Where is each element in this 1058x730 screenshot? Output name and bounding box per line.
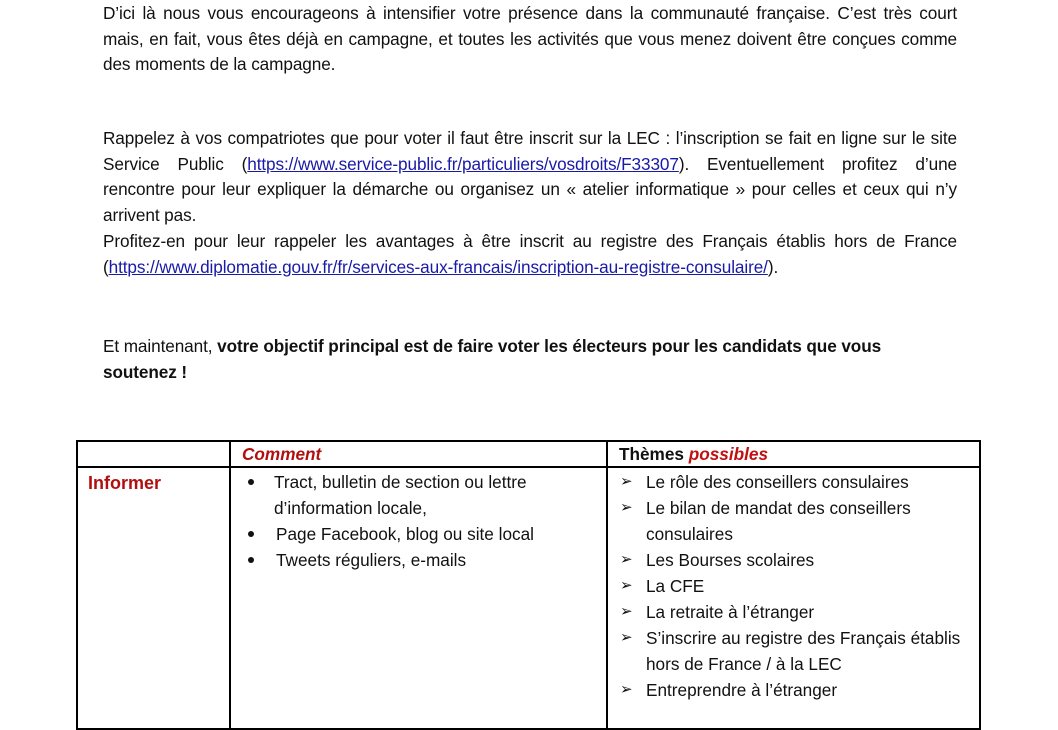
list-item-text: Les Bourses scolaires <box>646 550 815 570</box>
list-item <box>619 599 969 625</box>
list-item <box>619 469 969 495</box>
paragraph-lec-registration <box>103 126 957 228</box>
diplomatie-link[interactable]: https://www.diplomatie.gouv.fr/fr/services-aux-francais/inscription-au-registre-consulaire/ <box>108 256 768 277</box>
paragraph-main-objective <box>103 334 957 385</box>
paragraph-consular-registry <box>103 229 957 280</box>
table-header-divider <box>78 466 979 468</box>
list-item <box>619 495 969 547</box>
bullet-dot-icon <box>248 531 254 537</box>
table-column-divider <box>229 442 231 728</box>
header-themes <box>619 441 768 467</box>
list-item-text: Le rôle des conseillers consulaires <box>646 472 909 492</box>
list-item <box>619 625 969 677</box>
arrow-bullet-icon: ➢ <box>620 577 633 594</box>
paragraph-campaign: D’ici là nous vous encourageons à intensifier votre présence dans la communauté française. C’est très court mais, en fait, vous êtes déjà en campagne, et toutes les activités que vous menez doivent être conçues comme des moments de la campagne. <box>103 3 957 74</box>
list-item <box>242 469 602 521</box>
arrow-bullet-icon: ➢ <box>620 681 633 698</box>
table-column-divider <box>606 442 608 728</box>
row-label-informer: Informer <box>88 473 162 493</box>
list-item <box>242 521 602 547</box>
list-item <box>619 573 969 599</box>
paragraph-text: Rappelez à vos compatriotes que pour voter il faut être inscrit sur la LEC : l’inscription se fait en ligne sur le site Service Public ( <box>103 128 957 174</box>
bullet-dot-icon <box>248 479 254 485</box>
list-item-text: Tract, bulletin de section ou lettre d’information locale, <box>274 472 527 518</box>
list-item <box>242 547 602 573</box>
arrow-bullet-icon: ➢ <box>620 551 633 568</box>
header-comment: Comment <box>242 444 322 464</box>
list-item-text: Entreprendre à l’étranger <box>646 680 838 700</box>
list-item-text: Tweets réguliers, e-mails <box>276 550 467 570</box>
arrow-bullet-icon: ➢ <box>620 473 633 490</box>
header-themes-accent: possibles <box>688 444 769 464</box>
list-item-text: La retraite à l’étranger <box>646 602 815 622</box>
main-objective-bold: votre objectif principal est de faire voter les électeurs pour les candidats que vous soutenez ! <box>103 336 882 382</box>
list-item-text: S’inscrire au registre des Français établis hors de France / à la LEC <box>646 628 961 674</box>
arrow-bullet-icon: ➢ <box>620 499 633 516</box>
comment-list <box>242 469 602 573</box>
paragraph-text: Profitez-en pour leur rappeler les avantages à être inscrit au registre des Français établis hors de France ( <box>103 231 957 277</box>
arrow-bullet-icon: ➢ <box>620 629 633 646</box>
bullet-dot-icon <box>248 557 254 563</box>
paragraph-text: ). Eventuellement profitez d’une rencontre pour leur expliquer la démarche ou organisez un « atelier informatique » pour celles et ceux qui n’y arrivent pas. <box>103 153 957 225</box>
themes-list <box>619 469 969 703</box>
arrow-bullet-icon: ➢ <box>620 603 633 620</box>
list-item-text: La CFE <box>646 576 705 596</box>
paragraph-text: ). <box>767 256 779 277</box>
list-item-text: Page Facebook, blog ou site local <box>276 524 534 544</box>
list-item <box>619 547 969 573</box>
list-item-text: Le bilan de mandat des conseillers consulaires <box>646 498 911 544</box>
service-public-link[interactable]: https://www.service-public.fr/particuliers/vosdroits/F33307 <box>247 153 679 174</box>
paragraph-text: Et maintenant, <box>103 336 218 356</box>
header-themes-main: Thèmes <box>619 444 689 464</box>
list-item <box>619 677 969 703</box>
actions-table <box>76 440 981 730</box>
